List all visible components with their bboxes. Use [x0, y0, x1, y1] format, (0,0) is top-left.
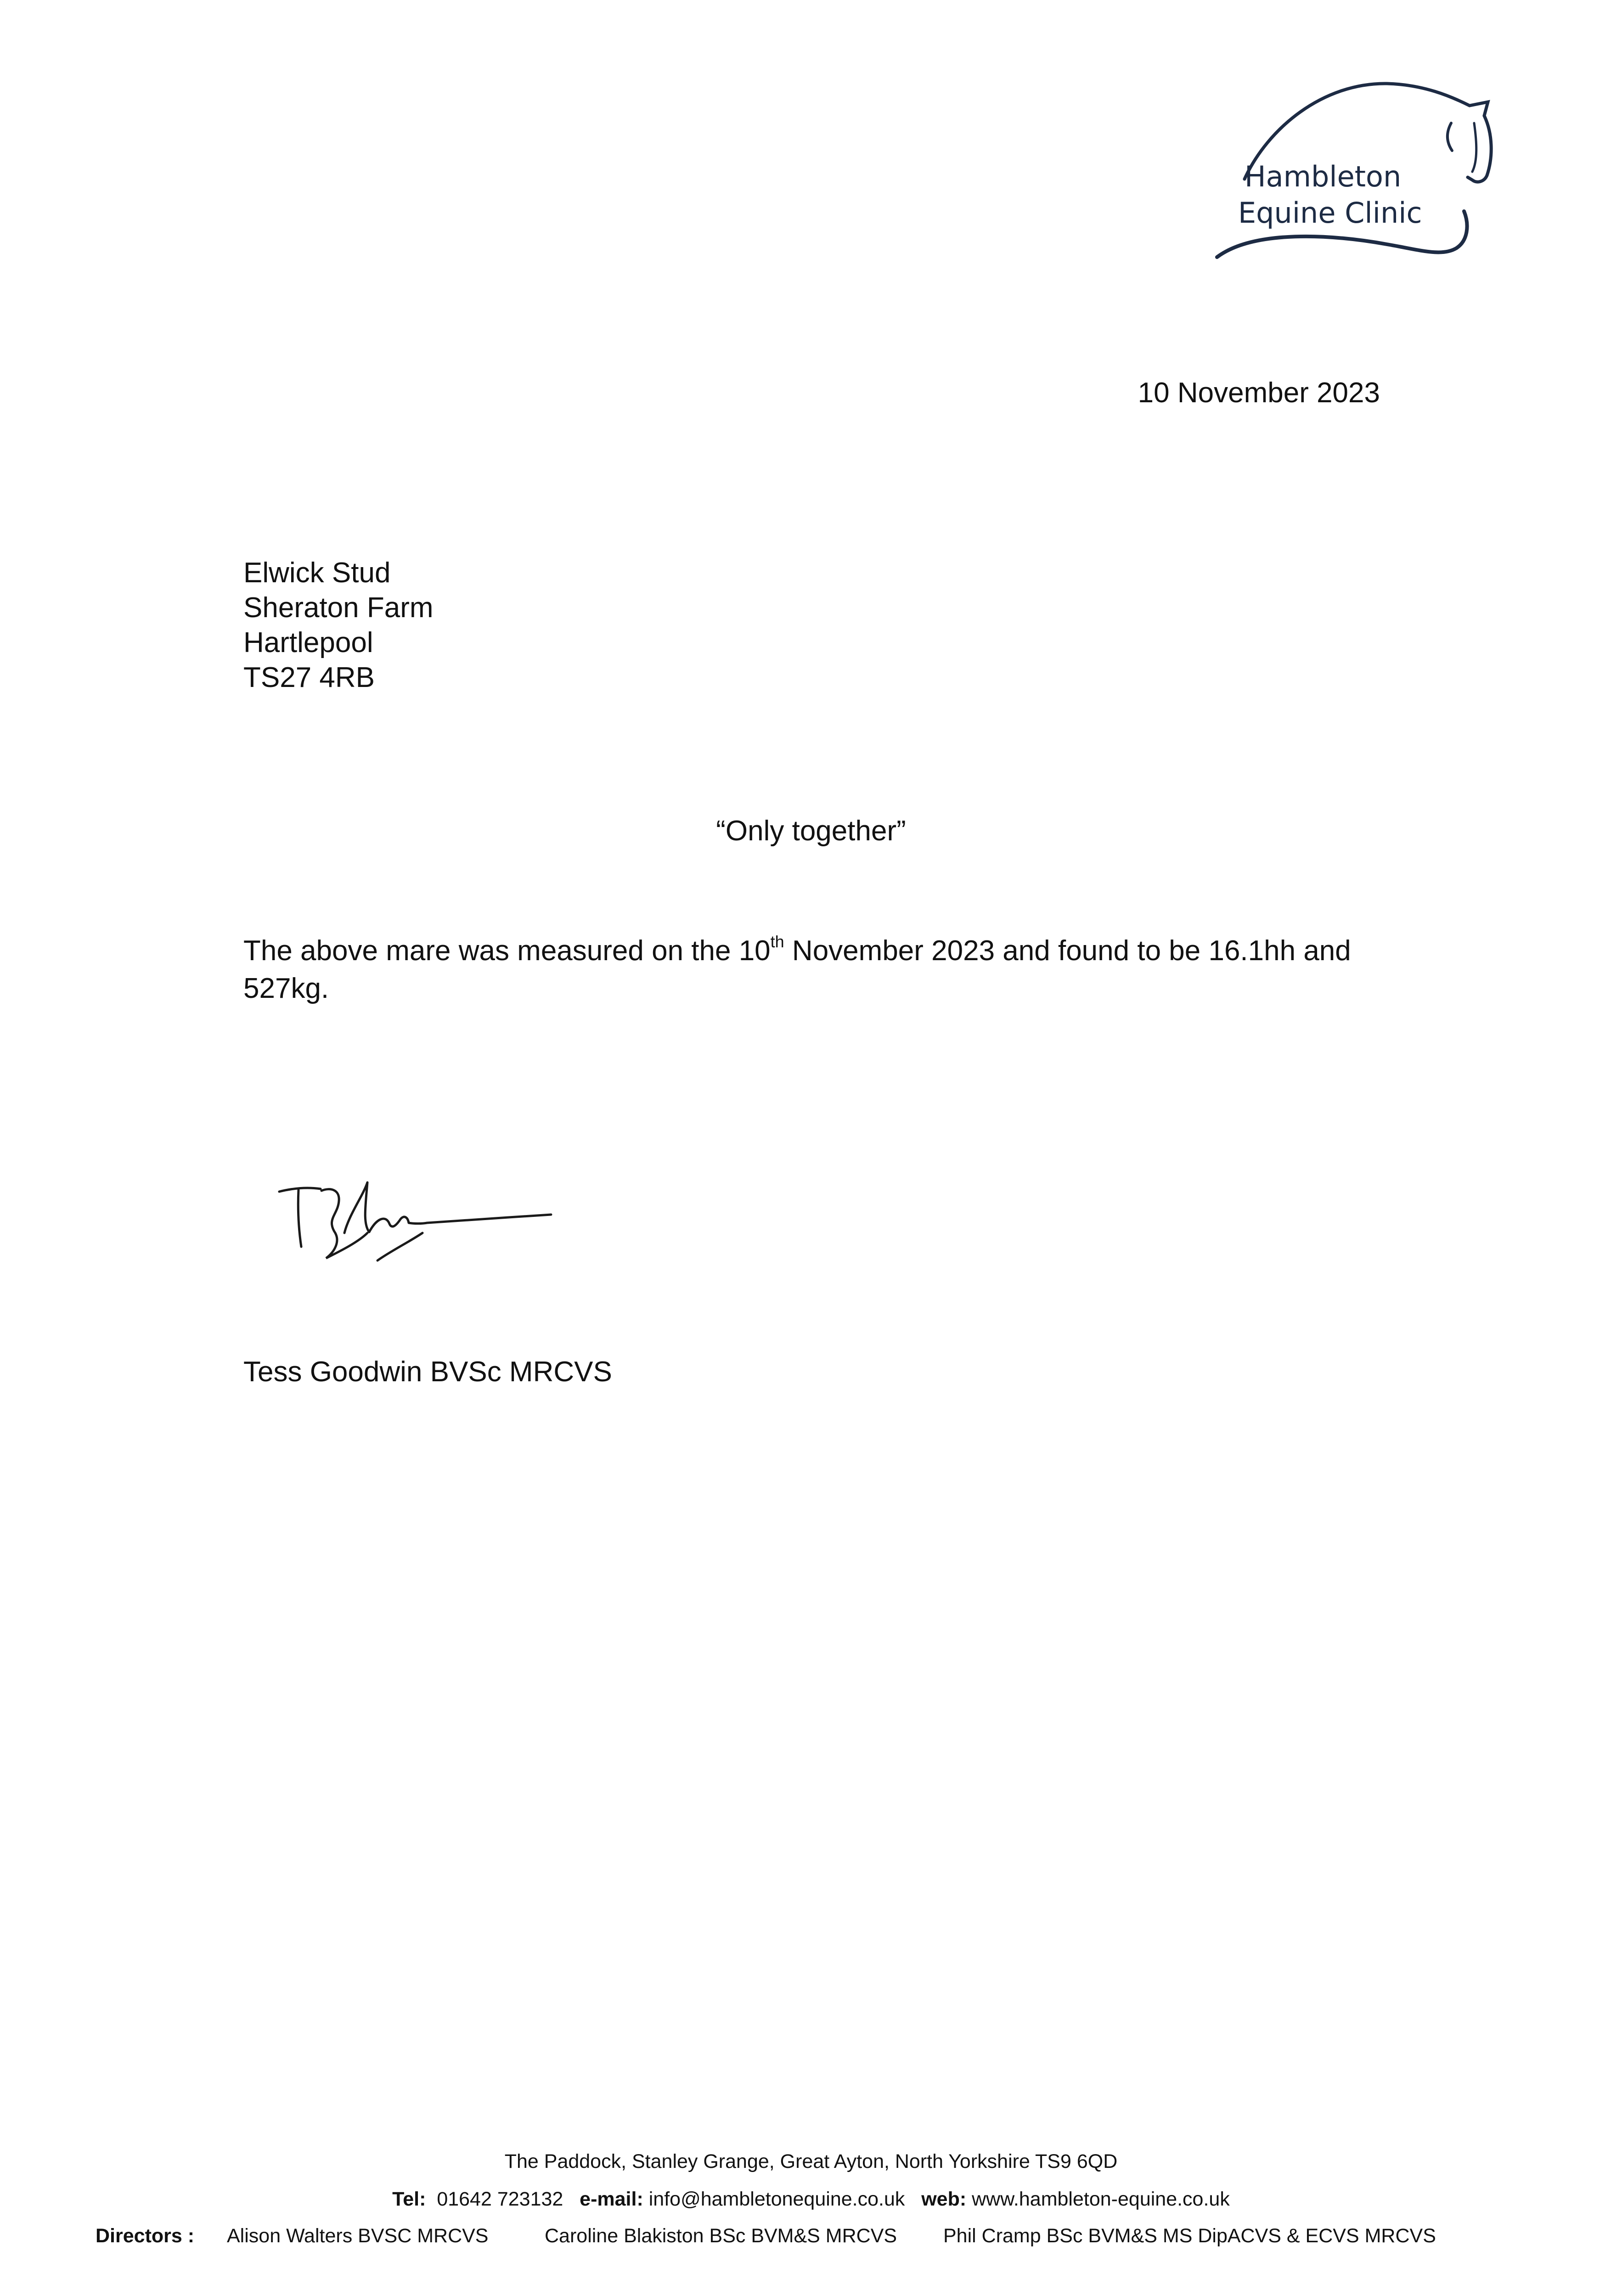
- address-line: Sheraton Farm: [243, 592, 434, 624]
- letter-body: [243, 932, 1391, 1007]
- footer-address: The Paddock, Stanley Grange, Great Ayton, North Yorkshire TS9 6QD: [504, 2150, 1118, 2172]
- address-line: Elwick Stud: [243, 557, 391, 589]
- email-address[interactable]: info@hambletonequine.co.uk: [648, 2188, 905, 2210]
- logo-line-1: Hambleton: [1245, 160, 1402, 193]
- handwritten-signature: [271, 1164, 556, 1283]
- signatory-name: Tess Goodwin BVSc MRCVS: [243, 1356, 612, 1388]
- tel-label: Tel:: [392, 2188, 426, 2210]
- horse-name: “Only together”: [716, 815, 906, 847]
- footer-contact: [0, 2187, 1622, 2212]
- director-name: Alison Walters BVSC MRCVS: [227, 2225, 489, 2247]
- body-text-end: November 2023 and found to be 16.1hh and 527kg.: [243, 935, 1351, 1004]
- body-text-start: The above mare was measured on the 10: [243, 935, 771, 967]
- horse-name-heading: [0, 814, 1622, 849]
- tel-number: 01642 723132: [437, 2188, 563, 2210]
- letter-date: 10 November 2023: [1138, 377, 1380, 409]
- director-name: Phil Cramp BSc BVM&S MS DipACVS & ECVS MRCVS: [943, 2225, 1436, 2247]
- logo-line-2: Equine Clinic: [1238, 196, 1422, 230]
- email-label: e-mail:: [580, 2188, 643, 2210]
- director-name: Caroline Blakiston BSc BVM&S MRCVS: [545, 2225, 897, 2247]
- ordinal-suffix: th: [770, 932, 784, 951]
- address-line: Hartlepool: [243, 627, 373, 658]
- recipient-address: [243, 556, 434, 695]
- clinic-logo: [1212, 73, 1497, 276]
- address-line: TS27 4RB: [243, 662, 375, 693]
- directors-label: Directors :: [96, 2225, 195, 2247]
- web-label: web:: [921, 2188, 967, 2210]
- web-address[interactable]: www.hambleton-equine.co.uk: [972, 2188, 1230, 2210]
- horse-head-icon: [1212, 73, 1497, 276]
